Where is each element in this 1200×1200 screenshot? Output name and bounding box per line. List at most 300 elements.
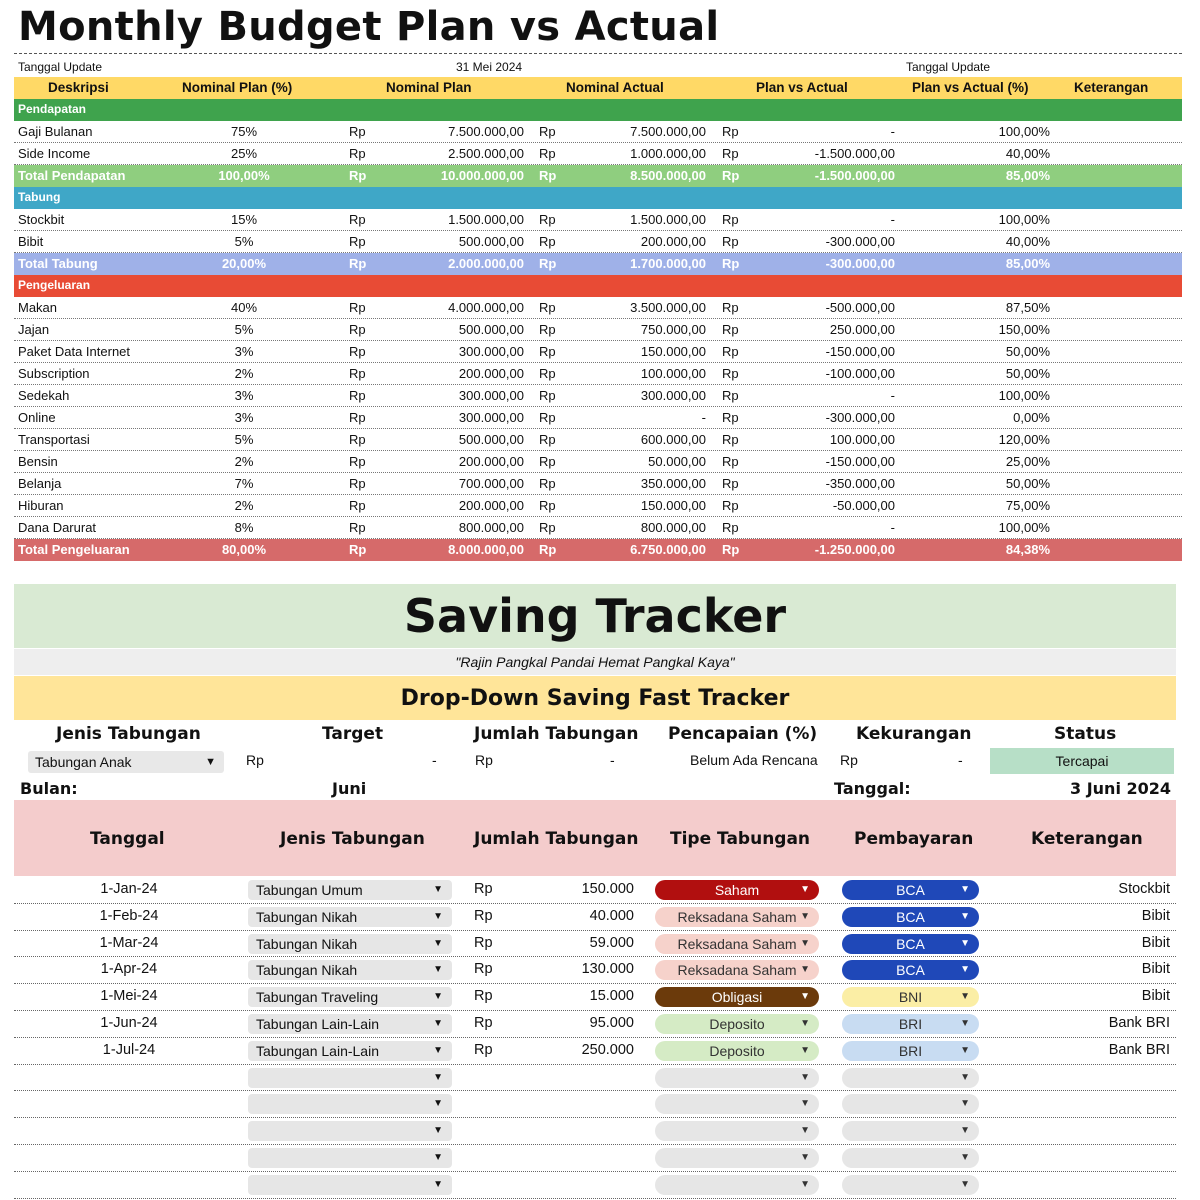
row-date[interactable]: 1-Jun-24 (100, 1014, 158, 1031)
tipe-dropdown[interactable] (655, 960, 819, 980)
bulan-value[interactable]: Juni (332, 779, 367, 798)
cell-pct[interactable]: 2% (234, 454, 254, 469)
budget-row (14, 143, 1182, 165)
cell-actual[interactable]: 800.000,00 (640, 520, 706, 535)
pembayaran-value: BCA (896, 908, 925, 925)
tipe-value: Deposito (709, 1042, 765, 1059)
currency-label: Rp (349, 432, 366, 447)
cell-plan-vs-actual: - (890, 212, 895, 227)
cell-pct[interactable]: 7% (234, 476, 254, 491)
chevron-down-icon[interactable]: ▼ (960, 937, 970, 949)
pembayaran-dropdown[interactable] (842, 1014, 979, 1034)
cell-plan-vs-actual-pct: 40,00% (1005, 234, 1050, 249)
chevron-down-icon[interactable]: ▼ (433, 884, 443, 895)
col-tipe-tabungan: Tipe Tabungan (670, 829, 811, 849)
cell-plan: 700.000,00 (458, 476, 524, 491)
jenis-value: Tabungan Nikah (256, 962, 358, 979)
cell-plan: 200.000,00 (458, 454, 524, 469)
pembayaran-value: BCA (896, 962, 925, 979)
cell-plan-vs-actual-pct: 50,00% (1005, 344, 1050, 359)
pembayaran-dropdown[interactable] (842, 934, 979, 954)
tipe-value: Reksadana Saham (677, 962, 797, 979)
cell-plan: 300.000,00 (458, 410, 524, 425)
cell-plan-vs-actual: -150.000,00 (825, 454, 895, 469)
currency-label: Rp (539, 432, 556, 447)
cell-pct[interactable]: 5% (234, 432, 254, 447)
cell-pct[interactable]: 3% (234, 410, 254, 425)
pembayaran-dropdown[interactable] (842, 880, 979, 900)
chevron-down-icon[interactable]: ▼ (800, 1125, 810, 1137)
chevron-down-icon[interactable]: ▼ (960, 1071, 970, 1083)
cell-actual[interactable]: 200.000,00 (640, 234, 706, 249)
currency-label: Rp (722, 520, 739, 535)
cell-pct[interactable]: 40% (230, 300, 258, 315)
tipe-dropdown[interactable] (655, 1041, 819, 1061)
pembayaran-value: BRI (898, 1015, 923, 1032)
cell-desc: Belanja (18, 476, 62, 491)
row-keterangan[interactable]: Stockbit (1118, 881, 1170, 897)
budget-row (14, 407, 1182, 429)
tracker-table (14, 877, 1176, 1199)
fast-header-pencapaian: Pencapaian (%) (668, 724, 818, 744)
cell-actual[interactable]: 150.000,00 (640, 498, 706, 513)
currency-label: Rp (722, 256, 740, 271)
cell-actual[interactable]: 300.000,00 (640, 388, 706, 403)
kekurangan-rp: Rp (840, 752, 858, 768)
chevron-down-icon[interactable]: ▼ (960, 1098, 970, 1110)
row-amount[interactable]: 40.000 (589, 907, 634, 924)
col-jumlah-tabungan: Jumlah Tabungan (474, 829, 639, 849)
row-keterangan[interactable]: Bank BRI (1108, 1014, 1170, 1031)
chevron-down-icon[interactable]: ▼ (433, 1071, 443, 1083)
budget-title: Monthly Budget Plan vs Actual (18, 4, 720, 50)
budget-row (14, 121, 1182, 143)
budget-row (14, 385, 1182, 407)
jenis-dropdown[interactable] (248, 960, 452, 980)
currency-label: Rp (349, 520, 366, 535)
cell-desc: Subscription (18, 366, 90, 381)
chevron-down-icon[interactable]: ▼ (960, 884, 970, 895)
currency-label: Rp (474, 988, 493, 1005)
chevron-down-icon[interactable]: ▼ (800, 937, 810, 949)
budget-row (14, 209, 1182, 231)
cell-plan: 10.000.000,00 (440, 168, 524, 183)
chevron-down-icon[interactable]: ▼ (433, 964, 443, 976)
row-amount[interactable]: 95.000 (589, 1014, 634, 1031)
cell-plan: 500.000,00 (458, 322, 524, 337)
jenis-dropdown[interactable] (248, 1041, 452, 1061)
currency-label: Rp (539, 344, 556, 359)
tracker-row (14, 1118, 1176, 1145)
currency-label: Rp (474, 934, 493, 951)
cell-plan-vs-actual: - (890, 124, 895, 139)
currency-label: Rp (539, 168, 557, 183)
chevron-down-icon[interactable]: ▼ (433, 1017, 443, 1029)
jenis-dropdown[interactable] (248, 987, 452, 1007)
currency-label: Rp (722, 124, 739, 139)
currency-label: Rp (539, 146, 556, 161)
currency-label: Rp (722, 300, 739, 315)
currency-label: Rp (539, 410, 556, 425)
fast-header-target: Target (322, 724, 384, 744)
currency-label: Rp (349, 454, 366, 469)
tipe-dropdown[interactable] (655, 987, 819, 1007)
cell-plan-vs-actual-pct: 85,00% (1005, 168, 1050, 183)
cell-desc: Total Pengeluaran (18, 542, 130, 557)
tipe-value: Deposito (709, 1015, 765, 1032)
section-header (14, 275, 1182, 297)
pembayaran-value: BCA (896, 935, 925, 952)
currency-label: Rp (474, 961, 493, 978)
chevron-down-icon[interactable]: ▼ (960, 1151, 970, 1163)
row-date[interactable]: 1-Mei-24 (100, 988, 158, 1005)
tanggal-label: Tanggal: (834, 779, 911, 798)
cell-plan-vs-actual-pct: 50,00% (1005, 476, 1050, 491)
row-keterangan[interactable]: Bibit (1141, 961, 1170, 978)
cell-desc: Dana Darurat (18, 520, 97, 535)
tanggal-value[interactable]: 3 Juni 2024 (1070, 779, 1172, 798)
cell-plan-vs-actual: 100.000,00 (829, 432, 895, 447)
pembayaran-dropdown[interactable] (842, 987, 979, 1007)
chevron-down-icon[interactable]: ▼ (960, 1017, 970, 1029)
row-date[interactable]: 1-Apr-24 (100, 961, 158, 978)
currency-label: Rp (349, 234, 366, 249)
pembayaran-dropdown[interactable] (842, 1175, 979, 1195)
currency-label: Rp (539, 322, 556, 337)
tipe-dropdown[interactable] (655, 907, 819, 927)
target-rp: Rp (246, 752, 264, 768)
cell-pct[interactable]: 5% (234, 322, 254, 337)
budget-row (14, 297, 1182, 319)
cell-pct[interactable]: 3% (234, 388, 254, 403)
row-amount[interactable]: 250.000 (581, 1041, 634, 1058)
cell-actual[interactable]: 150.000,00 (640, 344, 706, 359)
tipe-value: Saham (714, 882, 760, 898)
cell-pct[interactable]: 5% (234, 234, 254, 249)
cell-desc: Stockbit (18, 212, 65, 227)
row-date[interactable]: 1-Mar-24 (99, 934, 159, 951)
cell-plan-vs-actual-pct: 85,00% (1005, 256, 1050, 271)
section-header (14, 187, 1182, 209)
pembayaran-dropdown[interactable] (842, 1094, 979, 1114)
jenis-dropdown[interactable] (248, 934, 452, 954)
cell-plan-vs-actual: -500.000,00 (825, 300, 895, 315)
budget-header-row (14, 77, 1182, 99)
tracker-row (14, 1011, 1176, 1038)
jumlah-rp: Rp (475, 752, 493, 768)
cell-actual: 6.750.000,00 (630, 542, 706, 557)
chevron-down-icon[interactable]: ▼ (800, 884, 810, 895)
currency-label: Rp (722, 146, 739, 161)
tracker-row (14, 1172, 1176, 1199)
cell-actual: 1.700.000,00 (630, 256, 706, 271)
row-date[interactable]: 1-Jan-24 (100, 881, 158, 897)
cell-actual[interactable]: 600.000,00 (640, 432, 706, 447)
tipe-dropdown[interactable] (655, 1148, 819, 1168)
pembayaran-dropdown[interactable] (842, 1121, 979, 1141)
chevron-down-icon[interactable]: ▼ (800, 1071, 810, 1083)
tracker-row (14, 1038, 1176, 1065)
chevron-down-icon[interactable]: ▼ (960, 1125, 970, 1137)
chevron-down-icon[interactable]: ▼ (800, 1178, 810, 1190)
currency-label: Rp (539, 542, 557, 557)
tracker-row (14, 904, 1176, 931)
cell-plan-vs-actual-pct: 100,00% (998, 520, 1050, 535)
chevron-down-icon[interactable]: ▼ (960, 1044, 970, 1056)
tipe-dropdown[interactable] (655, 1175, 819, 1195)
cell-plan-vs-actual-pct: 40,00% (1005, 146, 1050, 161)
tracker-row (14, 931, 1176, 958)
cell-actual[interactable]: 750.000,00 (640, 322, 706, 337)
section-title: Pengeluaran (18, 278, 91, 292)
tipe-dropdown[interactable] (655, 1068, 819, 1088)
chevron-down-icon[interactable]: ▼ (800, 1151, 810, 1163)
chevron-down-icon[interactable]: ▼ (800, 1098, 810, 1110)
jumlah-value: - (610, 752, 615, 768)
cell-pct[interactable]: 3% (234, 344, 254, 359)
jenis-dropdown[interactable] (248, 1175, 452, 1195)
currency-label: Rp (722, 322, 739, 337)
jenis-dropdown[interactable] (248, 1094, 452, 1114)
row-date[interactable]: 1-Jul-24 (102, 1041, 156, 1058)
jenis-tabungan-dropdown[interactable] (28, 751, 224, 773)
jenis-dropdown[interactable] (248, 907, 452, 927)
cell-plan: 200.000,00 (458, 366, 524, 381)
tipe-dropdown[interactable] (655, 880, 819, 900)
jenis-dropdown[interactable] (248, 1014, 452, 1034)
jenis-value: Tabungan Nikah (256, 908, 358, 925)
jenis-tabungan-value: Tabungan Anak (35, 754, 132, 770)
cell-plan-vs-actual: -1.500.000,00 (814, 146, 895, 161)
section-header (14, 99, 1182, 121)
chevron-down-icon[interactable]: ▼ (800, 910, 810, 922)
cell-desc: Paket Data Internet (18, 344, 131, 359)
currency-label: Rp (722, 344, 739, 359)
cell-plan-vs-actual-pct: 150,00% (998, 322, 1050, 337)
cell-pct: 20,00% (221, 256, 267, 271)
cell-actual[interactable]: 50.000,00 (648, 454, 706, 469)
tracker-header (14, 800, 1176, 876)
currency-label: Rp (539, 256, 557, 271)
tipe-dropdown[interactable] (655, 1121, 819, 1141)
cell-desc: Sedekah (18, 388, 70, 403)
currency-label: Rp (722, 542, 740, 557)
cell-actual[interactable]: 1.500.000,00 (630, 212, 706, 227)
budget-row (14, 451, 1182, 473)
cell-desc: Gaji Bulanan (18, 124, 93, 139)
currency-label: Rp (539, 124, 556, 139)
cell-actual: 8.500.000,00 (630, 168, 706, 183)
budget-row (14, 231, 1182, 253)
chevron-down-icon[interactable]: ▼ (800, 1017, 810, 1029)
cell-plan: 4.000.000,00 (448, 300, 524, 315)
header-deskripsi: Deskripsi (48, 80, 109, 95)
pembayaran-dropdown[interactable] (842, 1041, 979, 1061)
pembayaran-dropdown[interactable] (842, 960, 979, 980)
cell-plan: 300.000,00 (458, 388, 524, 403)
currency-label: Rp (722, 432, 739, 447)
chevron-down-icon[interactable]: ▼ (433, 1178, 443, 1190)
chevron-down-icon[interactable]: ▼ (433, 937, 443, 949)
chevron-down-icon[interactable]: ▼ (433, 1151, 443, 1163)
section-title: Pendapatan (18, 102, 87, 116)
jenis-value: Tabungan Lain-Lain (256, 1015, 379, 1032)
tracker-row (14, 877, 1176, 904)
row-amount[interactable]: 130.000 (581, 961, 634, 978)
currency-label: Rp (539, 300, 556, 315)
currency-label: Rp (539, 234, 556, 249)
cell-actual[interactable]: - (701, 410, 706, 425)
cell-plan: 2.500.000,00 (448, 146, 524, 161)
target-value: - (432, 752, 437, 768)
tipe-dropdown[interactable] (655, 934, 819, 954)
saving-tracker-banner (14, 584, 1176, 648)
cell-pct[interactable]: 2% (234, 366, 254, 381)
cell-plan: 500.000,00 (458, 432, 524, 447)
tipe-dropdown[interactable] (655, 1094, 819, 1114)
cell-desc: Hiburan (18, 498, 64, 513)
tracker-row (14, 984, 1176, 1011)
cell-plan: 200.000,00 (458, 498, 524, 513)
cell-pct[interactable]: 2% (234, 498, 254, 513)
cell-plan-vs-actual: -300.000,00 (825, 256, 895, 271)
chevron-down-icon[interactable]: ▼ (433, 1098, 443, 1110)
update-label-right: Tanggal Update (906, 60, 991, 74)
pembayaran-dropdown[interactable] (842, 907, 979, 927)
tipe-value: Obligasi (711, 989, 763, 1006)
currency-label: Rp (722, 498, 739, 513)
cell-plan-vs-actual-pct: 100,00% (998, 388, 1050, 403)
cell-plan-vs-actual-pct: 75,00% (1005, 498, 1050, 513)
row-keterangan[interactable]: Bibit (1141, 988, 1170, 1005)
pembayaran-dropdown[interactable] (842, 1068, 979, 1088)
currency-label: Rp (539, 476, 556, 491)
chevron-down-icon[interactable]: ▼ (960, 964, 970, 976)
currency-label: Rp (349, 168, 367, 183)
cell-actual[interactable]: 100.000,00 (640, 366, 706, 381)
currency-label: Rp (349, 300, 366, 315)
update-row (14, 58, 1182, 76)
cell-pct[interactable]: 8% (234, 520, 254, 535)
currency-label: Rp (722, 234, 739, 249)
row-keterangan[interactable]: Bibit (1141, 907, 1170, 924)
currency-label: Rp (349, 498, 366, 513)
cell-actual[interactable]: 350.000,00 (640, 476, 706, 491)
cell-plan-vs-actual: -150.000,00 (825, 344, 895, 359)
chevron-down-icon[interactable]: ▼ (800, 1044, 810, 1056)
cell-desc: Transportasi (18, 432, 90, 447)
cell-plan-vs-actual: 250.000,00 (829, 322, 895, 337)
currency-label: Rp (349, 542, 367, 557)
cell-actual[interactable]: 7.500.000,00 (630, 124, 706, 139)
jenis-dropdown[interactable] (248, 1068, 452, 1088)
chevron-down-icon[interactable]: ▼ (433, 910, 443, 922)
cell-plan-vs-actual: -50.000,00 (832, 498, 895, 513)
cell-desc: Total Tabung (18, 256, 98, 271)
pembayaran-dropdown[interactable] (842, 1148, 979, 1168)
cell-pct[interactable]: 25% (230, 146, 258, 161)
cell-plan-vs-actual-pct: 100,00% (998, 124, 1050, 139)
cell-pct[interactable]: 15% (230, 212, 258, 227)
update-label-left: Tanggal Update (18, 60, 103, 74)
chevron-down-icon[interactable]: ▼ (433, 991, 443, 1003)
cell-plan-vs-actual: -350.000,00 (825, 476, 895, 491)
chevron-down-icon[interactable]: ▼ (960, 910, 970, 922)
bulan-label: Bulan: (20, 779, 78, 798)
currency-label: Rp (349, 366, 366, 381)
chevron-down-icon[interactable]: ▼ (800, 991, 810, 1003)
jenis-dropdown[interactable] (248, 1121, 452, 1141)
currency-label: Rp (539, 366, 556, 381)
row-date[interactable]: 1-Feb-24 (99, 907, 159, 924)
saving-tracker-title: Saving Tracker (403, 589, 787, 643)
jenis-dropdown[interactable] (248, 1148, 452, 1168)
row-amount[interactable]: 59.000 (589, 934, 634, 951)
fast-header-jenis: Jenis Tabungan (56, 724, 201, 744)
fast-header-jumlah: Jumlah Tabungan (474, 724, 639, 744)
budget-row (14, 429, 1182, 451)
cell-actual[interactable]: 3.500.000,00 (630, 300, 706, 315)
row-amount[interactable]: 15.000 (589, 988, 634, 1005)
chevron-down-icon[interactable]: ▼ (205, 756, 216, 768)
chevron-down-icon[interactable]: ▼ (960, 991, 970, 1003)
row-keterangan[interactable]: Bank BRI (1108, 1041, 1170, 1058)
row-amount[interactable]: 150.000 (581, 881, 634, 897)
jenis-value: Tabungan Nikah (256, 935, 358, 952)
title-divider (14, 53, 1182, 54)
jenis-value: Tabungan Lain-Lain (256, 1042, 379, 1059)
cell-plan-vs-actual-pct: 100,00% (998, 212, 1050, 227)
currency-label: Rp (349, 388, 366, 403)
total-row (14, 253, 1182, 275)
row-keterangan[interactable]: Bibit (1141, 934, 1170, 951)
cell-plan-vs-actual: - (890, 520, 895, 535)
currency-label: Rp (539, 388, 556, 403)
cell-pct: 80,00% (221, 542, 267, 557)
status-badge: Tercapai (990, 748, 1174, 774)
cell-desc: Bibit (18, 234, 44, 249)
cell-pct[interactable]: 75% (230, 124, 258, 139)
cell-actual[interactable]: 1.000.000,00 (630, 146, 706, 161)
chevron-down-icon[interactable]: ▼ (800, 964, 810, 976)
tipe-dropdown[interactable] (655, 1014, 819, 1034)
currency-label: Rp (349, 124, 366, 139)
update-date[interactable]: 31 Mei 2024 (456, 60, 523, 74)
cell-desc: Bensin (18, 454, 58, 469)
budget-row (14, 517, 1182, 539)
chevron-down-icon[interactable]: ▼ (433, 1125, 443, 1137)
currency-label: Rp (539, 212, 556, 227)
cell-plan-vs-actual: - (890, 388, 895, 403)
chevron-down-icon[interactable]: ▼ (960, 1178, 970, 1190)
fast-header-kekurangan: Kekurangan (856, 724, 972, 744)
jenis-dropdown[interactable] (248, 880, 452, 900)
budget-row (14, 363, 1182, 385)
currency-label: Rp (722, 476, 739, 491)
col-pembayaran: Pembayaran (854, 829, 974, 849)
currency-label: Rp (349, 344, 366, 359)
currency-label: Rp (539, 520, 556, 535)
currency-label: Rp (722, 388, 739, 403)
cell-plan: 500.000,00 (458, 234, 524, 249)
col-tanggal: Tanggal (90, 829, 165, 849)
chevron-down-icon[interactable]: ▼ (433, 1044, 443, 1056)
cell-plan-vs-actual: -300.000,00 (825, 410, 895, 425)
currency-label: Rp (539, 498, 556, 513)
budget-row (14, 495, 1182, 517)
col-keterangan: Keterangan (1031, 829, 1143, 849)
currency-label: Rp (349, 146, 366, 161)
